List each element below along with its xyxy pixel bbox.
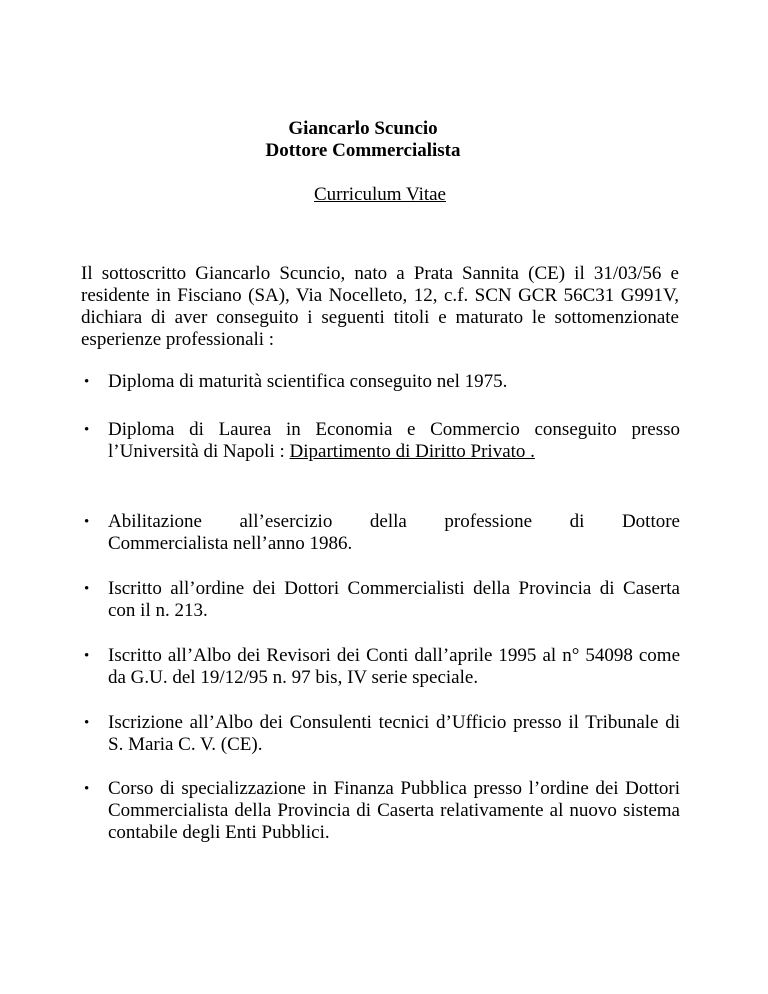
list-item-text: Iscritto all’ordine dei Dottori Commercialisti della Provincia di Caserta con il n. 213. (108, 578, 680, 621)
list-item (84, 712, 680, 756)
list-item-text: Diploma di maturità scientifica conseguito nel 1975. (108, 371, 508, 392)
bullet-icon: • (84, 374, 90, 390)
bullet-icon: • (84, 648, 90, 664)
list-item (84, 578, 680, 622)
list-item (84, 645, 680, 689)
bullet-icon: • (84, 422, 90, 438)
document-subtitle (0, 184, 760, 206)
list-item (84, 511, 680, 555)
list-item (84, 371, 680, 393)
list-item (84, 778, 680, 844)
list-item-text-line2: Commercialista nell’anno 1986. (108, 533, 353, 554)
list-item (84, 419, 680, 463)
list-item-text: Iscrizione all’Albo dei Consulenti tecnici d’Ufficio presso il Tribunale di S. Maria C. V. (CE). (108, 712, 680, 755)
author-profession: Dottore Commercialista (265, 140, 461, 161)
list-item-text-main: Diploma di Laurea in Economia e Commercio conseguito presso l’Università di Napoli : (108, 419, 680, 462)
department-link[interactable]: Dipartimento di Diritto Privato . (289, 441, 535, 462)
list-item-text-line1: Abilitazione all’esercizio della professione di Dottore (108, 511, 680, 532)
bullet-icon: • (84, 781, 90, 797)
bullet-icon: • (84, 715, 90, 731)
list-item-text (108, 419, 680, 463)
bullet-icon: • (84, 514, 90, 530)
curriculum-title: Curriculum Vitae (313, 184, 446, 205)
document-header (0, 118, 726, 162)
bullet-icon: • (84, 581, 90, 597)
list-item-text: Iscritto all’Albo dei Revisori dei Conti dall’aprile 1995 al n° 54098 come da G.U. del 19/12/95 n. 97 bis, IV serie speciale. (108, 645, 680, 688)
list-item-text: Corso di specializzazione in Finanza Pubblica presso l’ordine dei Dottori Commercialista della Provincia di Caserta relativamente al nuovo sistema contabile degli Enti Pubblici. (108, 778, 680, 843)
author-name: Giancarlo Scuncio (288, 118, 438, 139)
intro-paragraph: Il sottoscritto Giancarlo Scuncio, nato a Prata Sannita (CE) il 31/03/56 e residente in Fisciano (SA), Via Nocelleto, 12, c.f. SCN GCR 56C31 G991V, dichiara di aver conseguito i seguenti titoli e maturato le sottomenzionate esperienze professionali : (81, 263, 679, 350)
